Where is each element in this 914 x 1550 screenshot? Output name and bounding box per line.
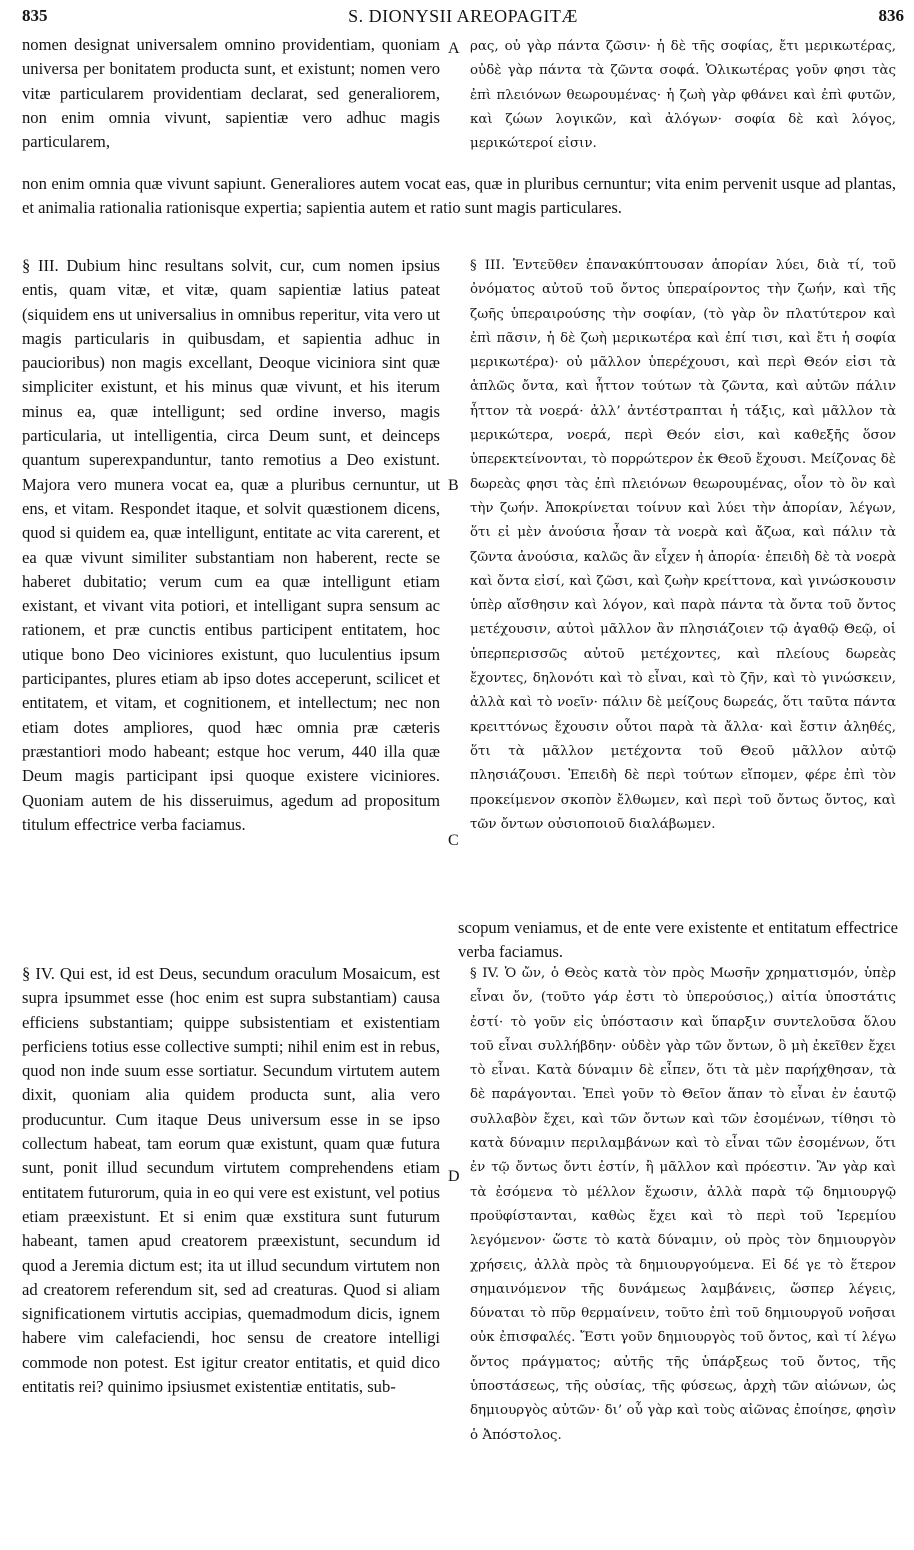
- running-title: S. DIONYSII AREOPAGITÆ: [348, 6, 578, 26]
- margin-letter-d: D: [448, 1168, 460, 1185]
- latin-col-block1: nomen designat universalem omnino providentiam, quoniam universa per bonitatem producta sunt, et existunt; nomen vero vitæ particularem providentiam declarat, sed generaliorem, non enim omnia vivunt, sapientiæ vero adhuc magis particularem,: [22, 35, 440, 152]
- running-header: [22, 6, 904, 36]
- margin-letter-c: C: [448, 832, 459, 849]
- greek-col-block2: § III. Ἐντεῦθεν ἐπανακύπτουσαν ἀπορίαν λύει, διὰ τί, τοῦ ὀνόματος αὐτοῦ τοῦ ὄντος ὑπεραίροντος τὴν ζωήν, καὶ τῆς ζωῆς ὑπεραιρούσης τὴν σοφίαν, (τὸ γὰρ ὂν πλατύτερον καὶ ἐπὶ πᾶσιν, ἡ δὲ ζωὴ μερικωτέρα καὶ ἐπί τισι, καὶ ἔτι ἡ σοφία μερικωτέρα)· οὐ μᾶλλον ὑπερέχουσι, καὶ περὶ Θεόν εἰσι τὰ ἁπλῶς ὄντα, καὶ ἧττον τούτων τὰ ζῶντα, καὶ αὐτῶν πάλιν ἧττον τὰ νοερά· ἀλλ’ ἀντέστραπται ἡ τάξις, καὶ μᾶλλον τὰ μερικώτερα, νοερά, περὶ Θεόν εἰσι, καὶ καθεξῆς ὅσον ὑπερεκτείνονται, τὸ πορρώτερον ἐκ Θεοῦ ἔχουσι. Μείζονας δὲ δωρεὰς φησι τὰς ἐπὶ πλειόνων θεωρουμένας, οἷον τὸ ὂν καὶ τὴν ζωήν. Ἀποκρίνεται τοίνυν καὶ λύει τὴν ἀπορίαν, λέγων, ὅτι εἰ μὲν ἀνούσια ἦσαν τὰ νοερὰ καὶ ἄζωα, καὶ πάλιν τὰ ζῶντα ἀνούσια, καλῶς ἂν εἶχεν ἡ ἀπορία· ἐπειδὴ δὲ τὰ νοερὰ καὶ ὄντα εἰσί, καὶ ζῶσι, καὶ ζωὴν κρείττονα, καὶ γινώσκουσιν ὑπὲρ αἴσθησιν καὶ λόγον, καὶ παρὰ πάντα τὰ ὄντα τοῦ ὄντος μετέχουσιν, αὐτοὶ μᾶλλον ἂν πλησιάζοιεν τῷ ἀγαθῷ Θεῷ, οἱ ὑπερπερισσῶς αὐτοῦ μετέχοντες, καὶ πλείους δωρεὰς ἔχοντες, δηλονότι καὶ τὸ εἶναι, καὶ τὸ ζῆν, καὶ τὸ γινώσκειν, ἀλλὰ καὶ τὸ νοεῖν· πάλιν δὲ μείζους δωρεάς, ὅτι ταῦτα πάντα κρειττόνως ἔχουσιν οὗτοι παρὰ τὰ ἄλλα· καὶ ἔστιν ἀληθές, ὅτι τὰ μᾶλλον μετέχοντα τοῦ Θεοῦ μᾶλλον αὐτῷ πλησιάζουσι. Ἐπειδὴ δὲ περὶ τούτων εἴπομεν, φέρε ἐπὶ τὸν προκείμενον σκοπὸν ἔλθωμεν, καὶ περὶ τοῦ ὄντως ὄντος, καὶ τῶν ὄντων οὐσιοποιοῦ διαλάβωμεν.: [470, 258, 896, 832]
- latin-col-block2: § III. Dubium hinc resultans solvit, cur, cum nomen ipsius entis, quam vitæ, et vitæ, quam sapientiæ latius pateat (siquidem ens ut universalius in omnibus reperitur, vita vero ut magis particularis in quibusdam, et sapientia adhuc in paucioribus) non magis excellant, Deoque viciniora sint quæ simpliciter existunt, et his minus quæ vivunt, et his iterum minus ea, quæ intelligunt; sed ordine inverso, magis particularia, ut intelligentia, circa Deum sunt, et deinceps quantum superexpanduntur, tanto remotius a Deo existunt. Majora vero munera vocat ea, quæ a pluribus cernuntur, ut ens, et vitam. Respondet itaque, et solvit quæstionem dicens, quod si quidem ea, quæ intelligunt, entitate ac vita carerent, et ea quæ vivunt similiter substantiam non haberent, recte se haberet dubitatio; verum cum ea quæ intelligunt etiam existant, et vivant vita potiori, et intelligant supra sensum ac rationem, et præ cunctis entibus participent entitatem, hoc utique bono Deo viciniores existunt, quo luculentius ipsum participantes, plures etiam ab ipso dotes acceperunt, scilicet et entitatem, et vitam, et cognitionem, et intellectum; nec non etiam dotes ampliores, quod hæc omnia præ cæteris præstantiori modo habeant; estque hoc verum, 440 illa quæ Deum magis participant ipsi quoque existere viciniores. Quoniam autem de his disseruimus, agedum ad propositum titulum effectrice verba faciamus.: [22, 256, 440, 834]
- page-number-right: 836: [878, 6, 904, 25]
- latin-full-block1: non enim omnia quæ vivunt sapiunt. Generaliores autem vocat eas, quæ in pluribus cernuntur; vita enim pervenit usque ad plantas, et animalia rationalia rationisque expertia; sapientia autem et ratio sunt magis particulares.: [22, 174, 896, 218]
- latin-col-block3: § IV. Qui est, id est Deus, secundum oraculum Mosaicum, est supra ipsummet esse (hoc enim est supra substantiam) causa efficiens substantiam; quippe subsistentiam et existentiam perficiens totius esse collective sumpti; nihil enim est in rebus, quod non inde suum esse sortiatur. Secundum virtutem autem dixit, quoniam alia quidem producta sunt, alia vero producuntur. Cum itaque Deus universum esse in se ipso collectum habeat, tam eorum quæ existunt, quam quæ futura sunt, ponit illud secundum virtutem comprehendens etiam entitatem futurorum, quia in eo qui vere est existunt, vel potius etiam præexistunt. Et si enim quæ exstitura sunt futurum habeant, tamen apud creatorem præexistunt, secundum id quod a Jeremia dictum est; ita ut illud secundum virtutem non ad creatorem referendum sit, sed ad creaturas. Quod si aliam significationem virtutis accipias, quemadmodum dicis, ignem habere vim calefaciendi, hoc sensu de creatore intelligi commode non potest. Est igitur creator entitatis, et quid dico entitatis rei? quinimo ipsiusmet existentiæ entitatis, sub-: [22, 964, 440, 1397]
- margin-letter-a: A: [448, 40, 460, 57]
- page-number-left: 835: [22, 6, 48, 25]
- latin-tail-block2: scopum veniamus, et de ente vere existente et entitatum effectrice verba faciamus.: [458, 918, 898, 962]
- greek-col-block1: ρας, οὐ γὰρ πάντα ζῶσιν· ἡ δὲ τῆς σοφίας, ἔτι μερικωτέρας, οὐδὲ γὰρ πάντα τὰ ζῶντα σοφά. Ὁλικωτέρας γοῦν φησι τὰς ἐπὶ πλειόνων θεωρουμένας· ἡ ζωὴ γὰρ φθάνει καὶ ἐπὶ φυτῶν, καὶ ζώων λογικῶν, καὶ ἀλόγων· σοφία δὲ καὶ λόγος, μερικώτεροί εἰσιν.: [470, 39, 896, 152]
- greek-col-block3: § IV. Ὁ ὤν, ὁ Θεὸς κατὰ τὸν πρὸς Μωσῆν χρηματισμόν, ὑπὲρ εἶναι ὄν, (τοῦτο γάρ ἐστι τὸ ὑπερούσιος,) αἰτία ὑποστάτις ἐστί· τὸ γοῦν εἰς ὑπόστασιν καὶ ὕπαρξιν συντελοῦσα ὅλου τοῦ εἶναι συλλήβδην· οὐδὲν γὰρ τῶν ὄντων, ὃ μὴ ἐκεῖθεν ἔχει τὸ εἶναι. Κατὰ δύναμιν δὲ εἶπεν, ὅτι τὰ μὲν παρήχθησαν, τὰ δὲ παράγονται. Ἐπεὶ γοῦν τὸ Θεῖον ἅπαν τὸ εἶναι ἐν ἑαυτῷ συλλαβὸν ἔχει, καὶ τῶν ὄντων καὶ τῶν ἐσομένων, τίθησι τὸ κατὰ δύναμιν περιλαμβάνων καὶ τὸ εἶναι τῶν ἐσομένων, ὅτι ἐν τῷ ὄντως ὄντι ἐστίν, ἢ μᾶλλον καὶ πρόεστιν. Ἂν γὰρ καὶ τὰ ἐσόμενα τὸ μέλλον ἔχωσιν, ἀλλὰ παρὰ τῷ δημιουργῷ προϋφίστανται, καθὼς ἔχει καὶ τὸ περὶ τοῦ Ἱερεμίου λεγόμενον· ὥστε τὸ κατὰ δύναμιν, οὐ πρὸς τὸν δημιουργὸν χρήσεις, ἀλλὰ πρὸς τὰ δημιουργούμενα. Εἰ δέ γε τὸ ἕτερον σημαινόμενον τῆς δυνάμεως λαμβάνεις, ὥσπερ λέγεις, δύναται τὸ πῦρ θερμαίνειν, τοῦτο ἐπὶ τοῦ δημιουργοῦ νοῆσαι οὐκ ἐπισφαλές. Ἔστι γοῦν δημιουργὸς τοῦ ὄντος, καὶ τί λέγω ὄντος πράγματος; αὐτῆς τῆς ὑπάρξεως τοῦ ὄντος, τῆς ὑποστάσεως, τῆς οὐσίας, τῆς φύσεως, ἀρχὴ τῶν αἰώνων, ὡς δημιουργὸς αὐτῶν· δι’ οὗ γὰρ καὶ τοὺς αἰῶνας ἐποίησε, φησὶν ὁ Ἀπόστολος.: [470, 966, 896, 1443]
- margin-letter-b: B: [448, 477, 459, 494]
